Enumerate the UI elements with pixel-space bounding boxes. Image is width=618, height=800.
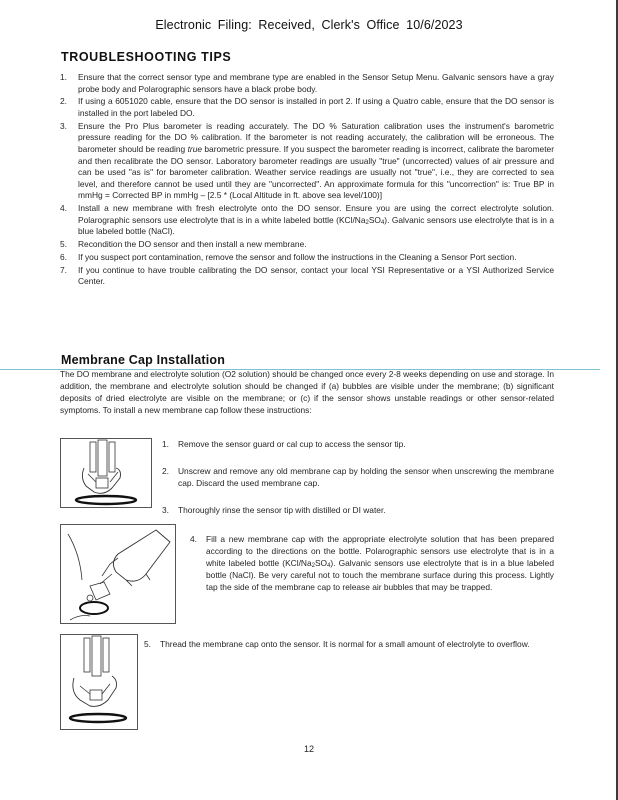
list-item-number: 6.	[60, 251, 67, 262]
filing-stamp: Electronic Filing: Received, Clerk's Office 10/6/2023	[155, 18, 463, 32]
list-item	[60, 239, 554, 251]
list-item	[60, 265, 554, 288]
instruction-step	[162, 438, 554, 450]
step-number: 3.	[162, 505, 169, 515]
electrolyte-bottle-illustration	[60, 524, 176, 624]
text-run: ). Galvanic sensors use electrolyte that is in a blue labeled bottle (NaCl). Be very careful not to touch the membrane surface during this process. Lightly tap the side of the membrane cap to release air bubbles that may be trapped.	[206, 558, 554, 592]
step-text	[190, 533, 554, 593]
instruction-step	[144, 638, 554, 650]
step-number: 5.	[144, 639, 151, 649]
list-item-number: 3.	[60, 120, 67, 131]
list-item-text: If using a 6051020 cable, ensure that the DO sensor is installed in port 2. If using a Quatro cable, ensure that the DO sensor is installed in the port labeled DO.	[78, 96, 554, 118]
emphasis-text: true	[187, 143, 203, 154]
text-run: Install a new membrane with fresh electrolyte onto the DO sensor. Ensure you are using the correct electrolyte solution. Polarographic sensors use electrolyte that is in a white labeled bottle (KCl/Na	[78, 203, 554, 225]
subscript: 4	[327, 563, 331, 569]
list-item-number: 1.	[60, 72, 67, 82]
list-item-number: 2.	[60, 96, 67, 107]
text-run: barometric pressure. If you suspect the barometer reading is incorrect, calibrate the barometer and then recalibrate the DO sensor. Laboratory barometer readings are usually "true" (uncorrected) values of air pressure and can be used "as is" for barometer calibration. Weather service readings are usually not "true", i.e., they are corrected to sea level, and therefore cannot be used until they are "uncorrected". An approximate formula for this "uncorrection" is: True BP in mmHg = Corrected BP in mmHg – [2.5 * (Local Altitude in ft. above sea level/100)]	[78, 143, 554, 201]
membrane-heading: Membrane Cap Installation	[61, 353, 226, 367]
step-text: Unscrew and remove any old membrane cap by holding the sensor when unscrewing the membrane cap. Discard the used membrane cap.	[178, 466, 554, 488]
instruction-step	[162, 465, 554, 489]
subscript: 2	[365, 219, 369, 226]
troubleshooting-heading: TROUBLESHOOTING TIPS	[61, 50, 232, 64]
subscript: 4	[380, 219, 385, 226]
list-item	[60, 72, 554, 95]
step-text: Thread the membrane cap onto the sensor. It is normal for a small amount of electrolyte to overflow.	[160, 639, 530, 649]
list-item-text: If you suspect port contamination, remove the sensor and follow the instructions in the Cleaning a Sensor Port section.	[78, 251, 517, 262]
list-item-number: 5.	[60, 239, 67, 250]
list-item-text: Recondition the DO sensor and then install a new membrane.	[78, 239, 307, 250]
list-item-text	[78, 203, 554, 238]
list-item	[60, 121, 554, 202]
text-run: ). Galvanic sensors use electrolyte that is in a blue labeled bottle (NaCl).	[78, 214, 554, 237]
text-run: SO	[368, 214, 381, 225]
step-text: Remove the sensor guard or cal cup to access the sensor tip.	[178, 439, 406, 449]
sensor-thread-illustration	[60, 634, 138, 730]
step-text: Thoroughly rinse the sensor tip with distilled or DI water.	[178, 505, 386, 515]
list-item-number: 7.	[60, 264, 67, 275]
troubleshooting-list	[60, 72, 554, 289]
step-number: 4.	[190, 534, 197, 544]
text-run: Fill a new membrane cap with the appropriate electrolyte solution that has been prepared according to the directions on the bottle. Polarographic sensors use electrolyte that is in a white labeled bottle (KCl/Na	[206, 534, 554, 568]
step-number: 1.	[162, 439, 169, 449]
text-run: Ensure the Pro Plus barometer is reading accurately. The DO % Saturation calibration uses the instrument's barometric pressure reading for the DO % calibration. If the barometer is not reading accurately, the calibration will be erroneous. The barometer should be reading	[78, 120, 554, 154]
step-number: 2.	[162, 466, 169, 476]
instruction-step	[190, 533, 554, 593]
list-item-text: If you continue to have trouble calibrating the DO sensor, contact your local YSI Representative or a YSI Authorized Service Center.	[78, 264, 554, 287]
list-item	[60, 252, 554, 264]
membrane-intro: The DO membrane and electrolyte solution (O2 solution) should be changed once every 2-8 weeks depending on use and storage. In addition, the membrane and electrolyte solution should be changed if (a) bubbles are visible under the membrane; (b) significant deposits of dried electrolyte are visible on the membrane; or (c) if the sensor shows unstable readings or other sensor-related symptoms. To install a new membrane cap follow these instructions:	[60, 369, 554, 415]
instruction-step	[162, 504, 554, 516]
sensor-unscrew-illustration	[60, 438, 152, 508]
page-number: 12	[303, 744, 314, 754]
list-item	[60, 203, 554, 238]
subscript: 2	[311, 563, 315, 569]
list-item	[60, 96, 554, 119]
text-run: SO	[314, 558, 328, 568]
list-item-text	[78, 121, 554, 202]
list-item-text: Ensure that the correct sensor type and membrane type are enabled in the Sensor Setup Menu. Galvanic sensors have a gray probe body and Polarographic sensors have a black probe body.	[78, 72, 554, 94]
list-item-number: 4.	[60, 203, 67, 214]
